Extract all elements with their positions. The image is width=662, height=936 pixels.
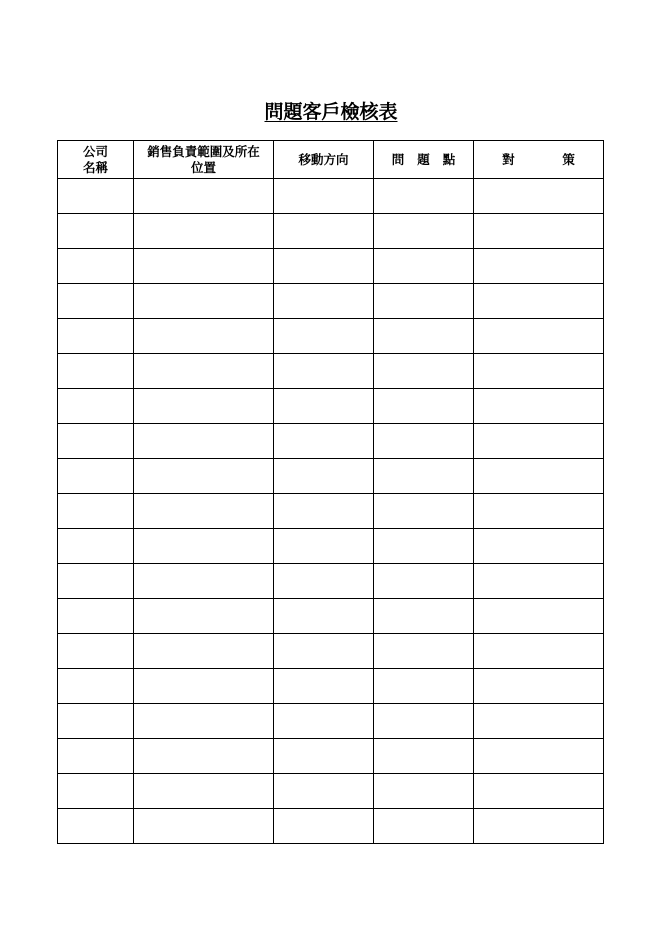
countermeasures-cell[interactable] <box>474 284 604 319</box>
company-name-cell[interactable] <box>58 424 134 459</box>
table-row <box>58 704 604 739</box>
problem-points-cell[interactable] <box>374 319 474 354</box>
table-row <box>58 599 604 634</box>
countermeasures-cell[interactable] <box>474 704 604 739</box>
countermeasures-cell[interactable] <box>474 179 604 214</box>
table-row <box>58 459 604 494</box>
countermeasures-cell[interactable] <box>474 774 604 809</box>
header-sales-area-location <box>134 141 274 179</box>
table-row <box>58 284 604 319</box>
sales-area-cell[interactable] <box>134 424 274 459</box>
problem-points-cell[interactable] <box>374 564 474 599</box>
table-row <box>58 564 604 599</box>
countermeasures-cell[interactable] <box>474 634 604 669</box>
header-countermeasures <box>474 141 604 179</box>
problem-points-cell[interactable] <box>374 494 474 529</box>
sales-area-cell[interactable] <box>134 704 274 739</box>
movement-direction-cell[interactable] <box>274 319 374 354</box>
company-name-cell[interactable] <box>58 739 134 774</box>
company-name-cell[interactable] <box>58 704 134 739</box>
sales-area-cell[interactable] <box>134 214 274 249</box>
company-name-cell[interactable] <box>58 354 134 389</box>
table-row <box>58 529 604 564</box>
movement-direction-cell[interactable] <box>274 459 374 494</box>
company-name-cell[interactable] <box>58 389 134 424</box>
table-row <box>58 179 604 214</box>
company-name-cell[interactable] <box>58 634 134 669</box>
problem-points-cell[interactable] <box>374 179 474 214</box>
sales-area-cell[interactable] <box>134 354 274 389</box>
movement-direction-cell[interactable] <box>274 354 374 389</box>
company-name-cell[interactable] <box>58 669 134 704</box>
problem-points-cell[interactable] <box>374 354 474 389</box>
movement-direction-cell[interactable] <box>274 424 374 459</box>
problem-points-cell[interactable] <box>374 389 474 424</box>
company-name-cell[interactable] <box>58 564 134 599</box>
countermeasures-cell[interactable] <box>474 809 604 844</box>
company-name-cell[interactable] <box>58 809 134 844</box>
document-title <box>0 99 662 125</box>
company-name-cell[interactable] <box>58 529 134 564</box>
header-sales-area-line-1: 銷售負責範圍及所在 <box>147 143 260 159</box>
company-name-cell[interactable] <box>58 774 134 809</box>
sales-area-cell[interactable] <box>134 564 274 599</box>
movement-direction-cell[interactable] <box>274 284 374 319</box>
sales-area-cell[interactable] <box>134 809 274 844</box>
company-name-cell[interactable] <box>58 459 134 494</box>
countermeasures-cell[interactable] <box>474 319 604 354</box>
countermeasures-cell[interactable] <box>474 599 604 634</box>
movement-direction-cell[interactable] <box>274 494 374 529</box>
countermeasures-cell[interactable] <box>474 494 604 529</box>
movement-direction-cell[interactable] <box>274 599 374 634</box>
sales-area-cell[interactable] <box>134 774 274 809</box>
header-sales-area-line-2: 位置 <box>190 159 216 175</box>
sales-area-cell[interactable] <box>134 459 274 494</box>
problem-points-cell[interactable] <box>374 459 474 494</box>
movement-direction-cell[interactable] <box>274 179 374 214</box>
problem-points-cell[interactable] <box>374 424 474 459</box>
table-row <box>58 739 604 774</box>
table-row <box>58 424 604 459</box>
header-movement-direction <box>274 141 374 179</box>
table-row <box>58 249 604 284</box>
sales-area-cell[interactable] <box>134 494 274 529</box>
table-row <box>58 354 604 389</box>
problem-points-cell[interactable] <box>374 249 474 284</box>
sales-area-cell[interactable] <box>134 669 274 704</box>
table-row <box>58 774 604 809</box>
header-problem-points <box>374 141 474 179</box>
table-row <box>58 494 604 529</box>
countermeasures-cell[interactable] <box>474 354 604 389</box>
problem-points-cell[interactable] <box>374 739 474 774</box>
sales-area-cell[interactable] <box>134 284 274 319</box>
countermeasures-cell[interactable] <box>474 249 604 284</box>
movement-direction-cell[interactable] <box>274 774 374 809</box>
header-movement-direction-text: 移動方向 <box>298 151 349 167</box>
header-company-name <box>58 141 134 179</box>
countermeasures-cell[interactable] <box>474 739 604 774</box>
movement-direction-cell[interactable] <box>274 249 374 284</box>
table-row <box>58 319 604 354</box>
table-row <box>58 214 604 249</box>
problem-points-cell[interactable] <box>374 284 474 319</box>
countermeasures-cell[interactable] <box>474 389 604 424</box>
movement-direction-cell[interactable] <box>274 739 374 774</box>
table-row <box>58 669 604 704</box>
table-header-row <box>58 141 604 179</box>
movement-direction-cell[interactable] <box>274 634 374 669</box>
company-name-cell[interactable] <box>58 494 134 529</box>
movement-direction-cell[interactable] <box>274 214 374 249</box>
company-name-cell[interactable] <box>58 214 134 249</box>
problem-points-cell[interactable] <box>374 669 474 704</box>
movement-direction-cell[interactable] <box>274 529 374 564</box>
countermeasures-cell[interactable] <box>474 424 604 459</box>
company-name-cell[interactable] <box>58 319 134 354</box>
movement-direction-cell[interactable] <box>274 669 374 704</box>
problem-points-cell[interactable] <box>374 599 474 634</box>
document-title-text: 問題客戶檢核表 <box>264 101 398 123</box>
problem-points-cell[interactable] <box>374 634 474 669</box>
countermeasures-cell[interactable] <box>474 214 604 249</box>
countermeasures-cell[interactable] <box>474 669 604 704</box>
sales-area-cell[interactable] <box>134 739 274 774</box>
countermeasures-cell[interactable] <box>474 564 604 599</box>
sales-area-cell[interactable] <box>134 599 274 634</box>
company-name-cell[interactable] <box>58 179 134 214</box>
sales-area-cell[interactable] <box>134 389 274 424</box>
company-name-cell[interactable] <box>58 284 134 319</box>
movement-direction-cell[interactable] <box>274 809 374 844</box>
movement-direction-cell[interactable] <box>274 389 374 424</box>
movement-direction-cell[interactable] <box>274 564 374 599</box>
header-countermeasures-text: 對 策 <box>502 151 575 167</box>
sales-area-cell[interactable] <box>134 179 274 214</box>
table-row <box>58 389 604 424</box>
table-row <box>58 809 604 844</box>
sales-area-cell[interactable] <box>134 529 274 564</box>
problem-points-cell[interactable] <box>374 214 474 249</box>
company-name-cell[interactable] <box>58 249 134 284</box>
header-problem-points-text: 問 題 點 <box>391 151 456 167</box>
company-name-cell[interactable] <box>58 599 134 634</box>
countermeasures-cell[interactable] <box>474 529 604 564</box>
problem-points-cell[interactable] <box>374 529 474 564</box>
sales-area-cell[interactable] <box>134 319 274 354</box>
countermeasures-cell[interactable] <box>474 459 604 494</box>
checklist-table <box>57 140 604 844</box>
problem-points-cell[interactable] <box>374 774 474 809</box>
table-row <box>58 634 604 669</box>
problem-points-cell[interactable] <box>374 704 474 739</box>
movement-direction-cell[interactable] <box>274 704 374 739</box>
sales-area-cell[interactable] <box>134 249 274 284</box>
problem-points-cell[interactable] <box>374 809 474 844</box>
header-company-name-line-2: 名稱 <box>82 159 108 175</box>
header-company-name-line-1: 公司 <box>82 143 108 159</box>
table-body <box>58 179 604 844</box>
sales-area-cell[interactable] <box>134 634 274 669</box>
